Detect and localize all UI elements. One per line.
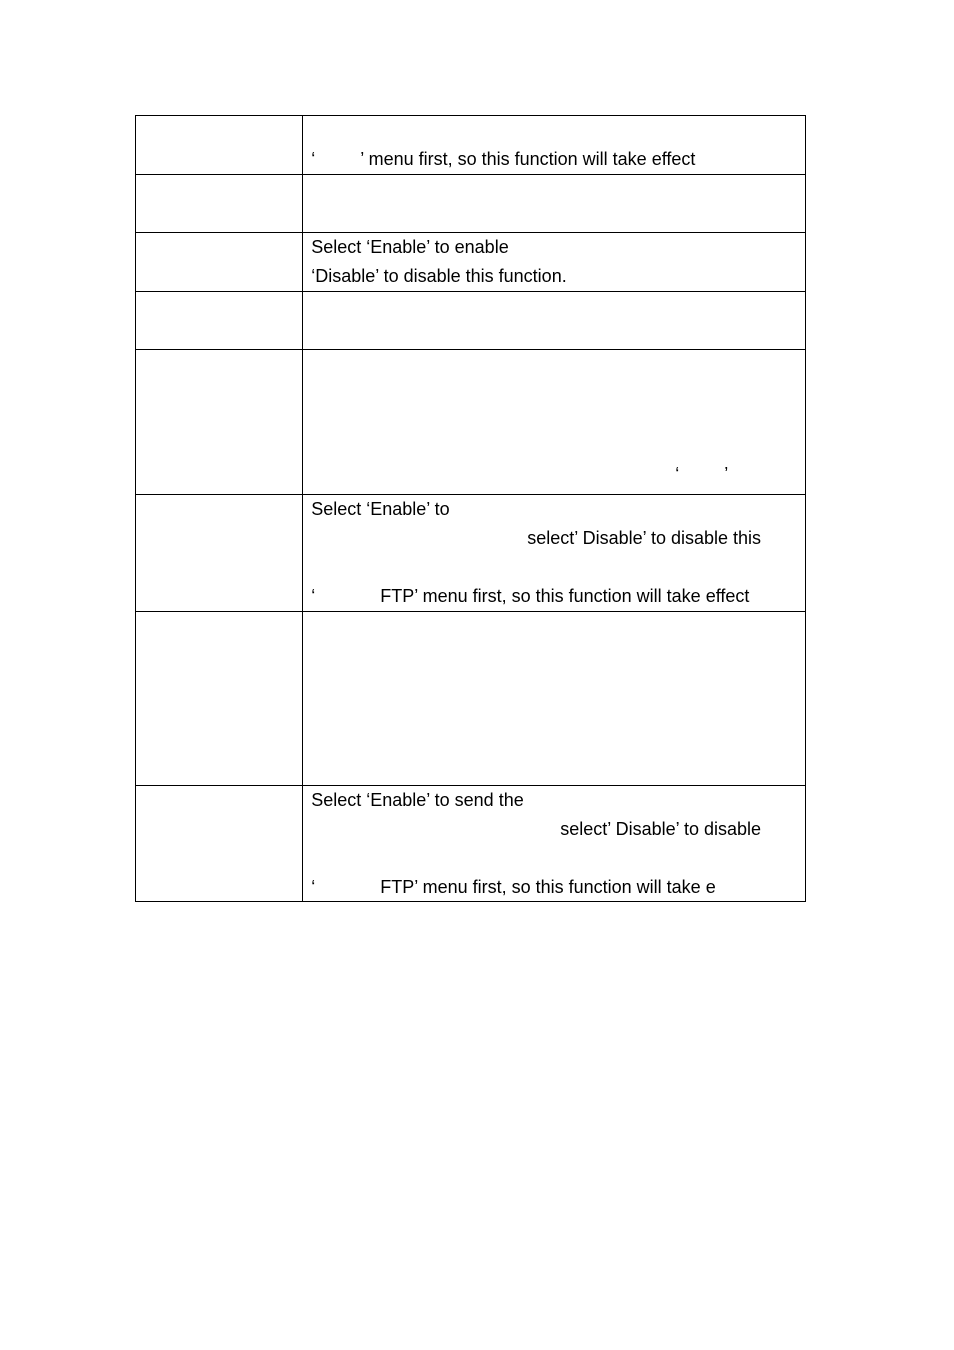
setting-name-cell [136, 786, 303, 902]
table-row [136, 116, 806, 175]
table-row [136, 495, 806, 612]
setting-name-cell [136, 612, 303, 786]
setting-name-cell [136, 292, 303, 350]
description-line: Select ‘Enable’ to [311, 499, 450, 519]
setting-description-cell [303, 495, 806, 612]
setting-description-cell [303, 175, 806, 233]
description-line: ‘Disable’ to disable this function. [311, 266, 567, 286]
setting-description-cell [303, 116, 806, 175]
table-row [136, 292, 806, 350]
setting-description-cell [303, 233, 806, 292]
table-row [136, 350, 806, 495]
description-line: ‘ ’ menu first, so this function will take effect [311, 149, 696, 169]
setting-name-cell [136, 116, 303, 175]
setting-description-cell [303, 350, 806, 495]
description-line: Select ‘Enable’ to send the [311, 790, 524, 810]
table-row [136, 175, 806, 233]
setting-name-cell [136, 175, 303, 233]
table-row [136, 612, 806, 786]
description-line: select’ Disable’ to disable this [527, 528, 762, 548]
setting-name-cell [136, 350, 303, 495]
description-line: ‘ ’ [675, 464, 729, 484]
settings-description-table [135, 115, 806, 902]
description-line: ‘ FTP’ menu first, so this function will take e [311, 877, 716, 897]
setting-name-cell [136, 233, 303, 292]
setting-description-cell [303, 612, 806, 786]
description-line: Select ‘Enable’ to enable [311, 237, 509, 257]
setting-description-cell [303, 292, 806, 350]
description-line: ‘ FTP’ menu first, so this function will take effect [311, 586, 750, 606]
table-row [136, 786, 806, 902]
table-row [136, 233, 806, 292]
description-line: select’ Disable’ to disable [560, 819, 762, 839]
setting-name-cell [136, 495, 303, 612]
setting-description-cell [303, 786, 806, 902]
